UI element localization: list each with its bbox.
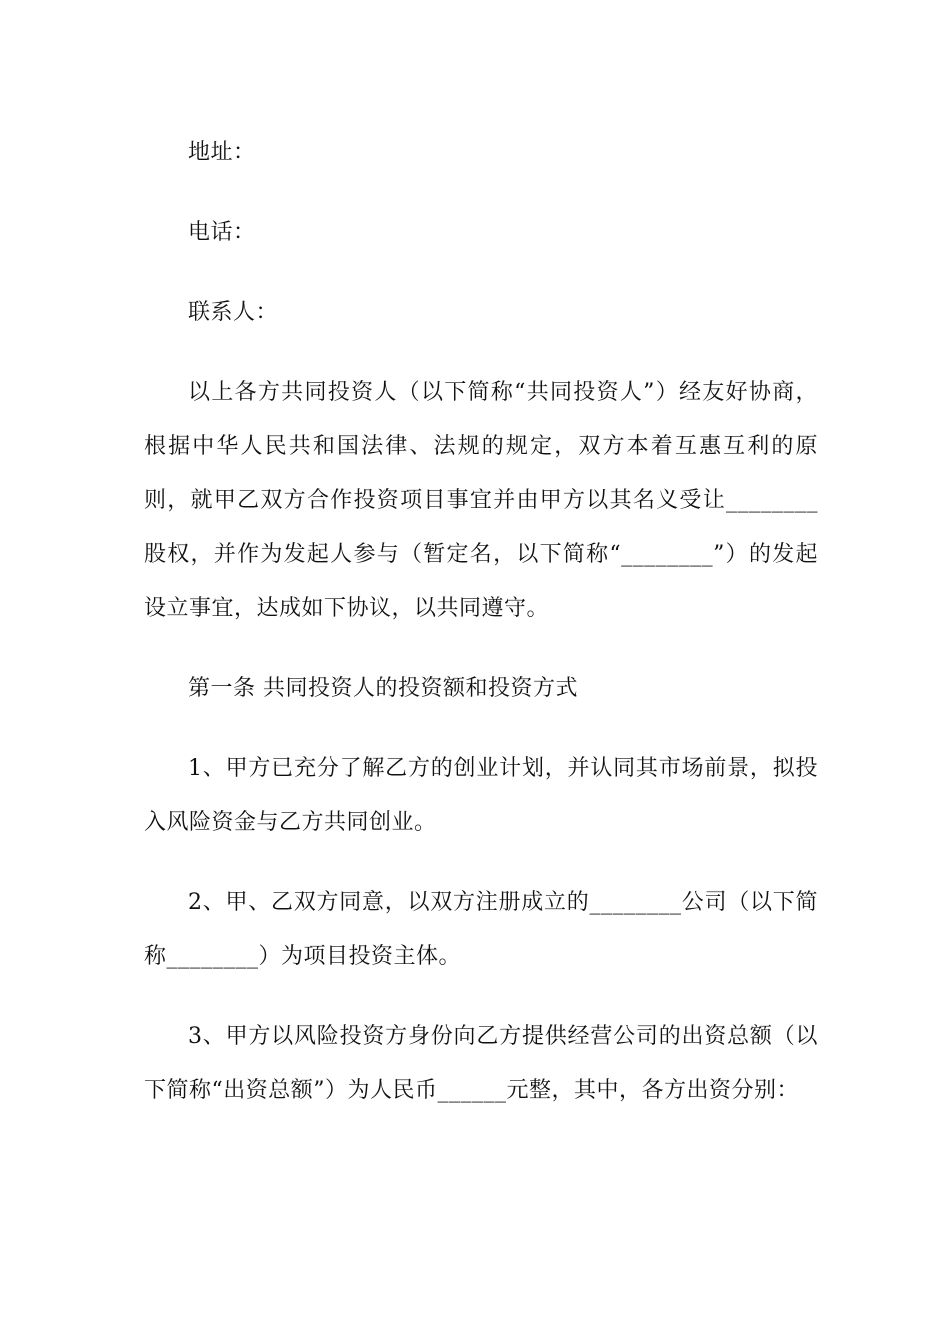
article-one-heading: 第一条 共同投资人的投资额和投资方式: [188, 676, 578, 701]
address-label: 地址：: [188, 140, 256, 165]
paragraph-gap: [144, 180, 818, 206]
contact-person-label: 联系人：: [188, 300, 279, 325]
phone-label: 电话：: [188, 220, 256, 245]
clause-1-paragraph: 1、甲方已充分了解乙方的创业计划，并认同其市场前景，拟投入风险资金与乙方共同创业。: [144, 756, 818, 835]
clause-3-paragraph: 3、甲方以风险投资方身份向乙方提供经营公司的出资总额（以下简称“出资总额”）为人民币______元整，其中，各方出资分别：: [144, 1024, 818, 1103]
paragraph-gap: [144, 984, 818, 1010]
paragraph-gap: [144, 716, 818, 742]
paragraph-gap: [144, 340, 818, 366]
paragraph-gap: [144, 260, 818, 286]
document-body: [144, 126, 818, 1118]
clause-2-paragraph: 2、甲、乙双方同意，以双方注册成立的________公司（以下简称________）为项目投资主体。: [144, 890, 818, 969]
preamble-paragraph: 以上各方共同投资人（以下简称“共同投资人”）经友好协商，根据中华人民共和国法律、法规的规定，双方本着互惠互利的原则，就甲乙双方合作投资项目事宜并由甲方以其名义受让________股权，并作为发起人参与（暂定名，以下简称“________”）的发起设立事宜，达成如下协议，以共同遵守。: [144, 380, 818, 621]
paragraph-gap: [144, 850, 818, 876]
paragraph-gap: [144, 636, 818, 662]
